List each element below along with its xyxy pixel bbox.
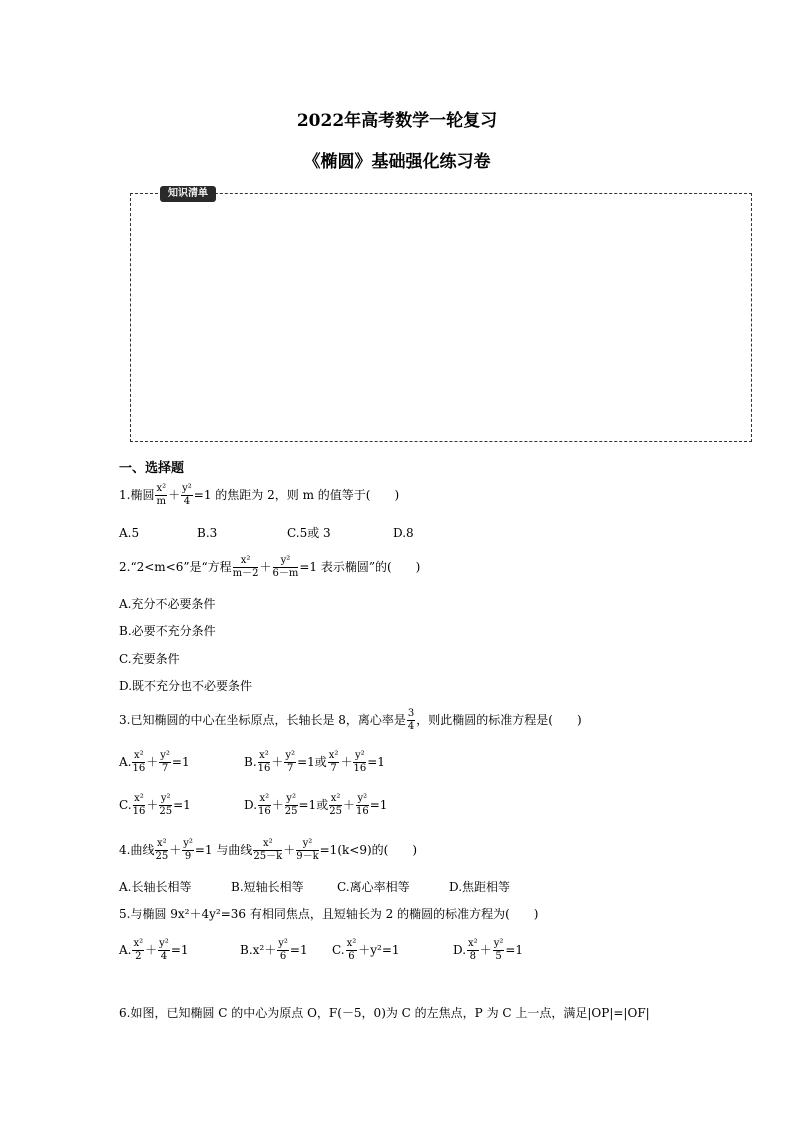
question-3: 3.已知椭圆的中心在坐标原点，长轴长是 8，离心率是 $\frac{3}{4}$ ，则此椭圆的标准方程是( ) — [119, 708, 582, 732]
question-1: 1.椭圆 $\frac{\text{x²}}{m}$ ＋ $\frac{\text{y²}}{4}$ =1 的焦距为 2，则 m 的值等于( ) — [119, 483, 400, 507]
question-6: 6.如图，已知椭圆 C 的中心为原点 O，F(－5，0)为 C 的左焦点，P 为 C 上一点，满足|OP|=|OF| — [119, 1006, 650, 1020]
question-5-options — [119, 938, 523, 963]
page-title: 2022年高考数学一轮复习 — [296, 111, 498, 131]
page-subtitle: 《椭圆》基础强化练习卷 — [303, 152, 491, 172]
option-a: A. $\frac{\text{x²}}{2}$ ＋ $\frac{\text{y²}}{4}$ =1 — [119, 938, 189, 962]
option-c: C. $\frac{\text{x²}}{16}$ ＋ $\frac{\text{y²}}{25}$ =1 — [119, 793, 191, 817]
section-heading: 一、选择题 — [119, 461, 185, 476]
question-2-option-b: B.必要不充分条件 — [119, 624, 216, 638]
option-d: D. $\frac{\text{x²}}{8}$ ＋ $\frac{\text{y²}}{5}$ =1 — [453, 938, 524, 962]
question-2-option-c: C.充要条件 — [119, 652, 180, 666]
question-4-options — [119, 880, 510, 894]
option-a: A.5 — [119, 526, 140, 540]
question-2-option-a: A.充分不必要条件 — [119, 597, 216, 611]
option-b: B.短轴长相等 — [231, 880, 304, 894]
question-5: 5.与椭圆 9x²＋4y²=36 有相同焦点，且短轴长为 2 的椭圆的标准方程为( ) — [119, 907, 539, 921]
option-b: B.3 — [197, 526, 218, 540]
question-2-option-d: D.既不充分也不必要条件 — [119, 679, 253, 693]
question-3-options-cd — [119, 793, 387, 818]
question-1-options — [119, 526, 414, 540]
option-d: D.8 — [393, 526, 414, 540]
question-4: 4.曲线 $\frac{\text{x²}}{25}$ ＋ $\frac{\text{y²}}{9}$ =1 与曲线 $\frac{\text{x²}}{25-k}$ ＋ $\frac{\text{y²}}{9-k}$ =1(k<9)的( ) — [119, 838, 418, 862]
question-2: 2.“2<m<6”是“方程 $\frac{\text{x²}}{m-2}$ ＋ $\frac{\text{y²}}{6-m}$ =1 表示椭圆”的( ) — [119, 555, 421, 579]
option-b: B.x²＋ $\frac{\text{y²}}{6}$ =1 — [240, 938, 308, 962]
question-3-options-ab — [119, 750, 385, 775]
option-d: D. $\frac{\text{x²}}{16}$ ＋ $\frac{\text{y²}}{25}$ =1或 $\frac{\text{x²}}{25}$ ＋ $\frac{\text{y²}}{16}$ =1 — [244, 793, 388, 817]
option-b: B. $\frac{\text{x²}}{16}$ ＋ $\frac{\text{y²}}{7}$ =1或 $\frac{\text{x²}}{7}$ ＋ $\frac{\text{y²}}{16}$ =1 — [244, 750, 385, 774]
option-a: A. $\frac{\text{x²}}{16}$ ＋ $\frac{\text{y²}}{7}$ =1 — [119, 750, 190, 774]
option-d: D.焦距相等 — [449, 880, 511, 894]
option-c: C. $\frac{\text{x²}}{6}$ ＋y²=1 — [332, 938, 400, 962]
option-a: A.长轴长相等 — [119, 880, 192, 894]
option-c: C.离心率相等 — [337, 880, 410, 894]
option-c: C.5或 3 — [287, 526, 331, 540]
knowledge-tag: 知识清单 — [160, 186, 216, 202]
knowledge-box — [130, 193, 752, 442]
